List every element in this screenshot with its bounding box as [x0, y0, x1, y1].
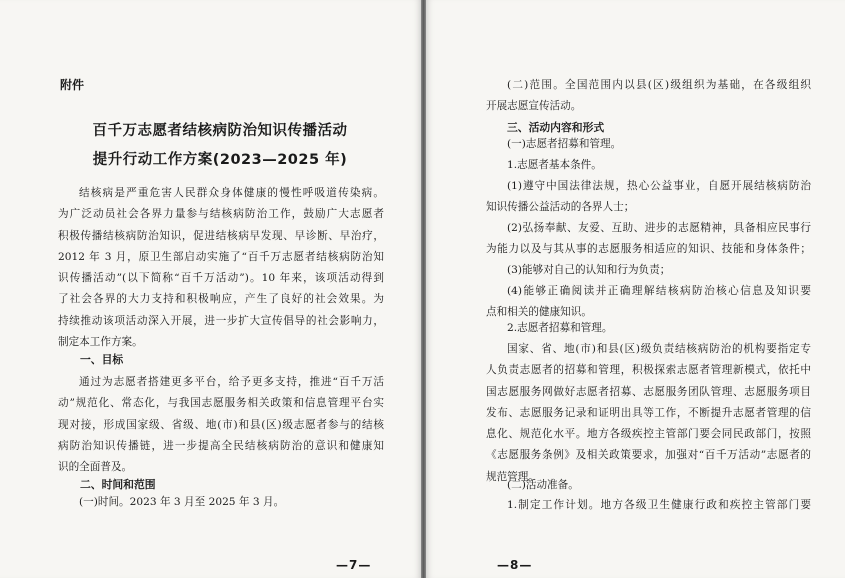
left-page: [0, 0, 421, 578]
condition2: [486, 218, 811, 261]
scope-paragraph: [486, 75, 811, 118]
text-line: (二)活动准备。: [507, 479, 579, 491]
text-line: 国志愿服务网做好志愿者招募、志愿服务团队管理、志愿服务项目: [486, 385, 811, 398]
item2: [507, 318, 812, 339]
item1: [507, 155, 812, 176]
text-line: 点和相关的健康知识。: [486, 306, 592, 319]
right-page: [426, 0, 845, 578]
text-line: 了社会各界的大力支持和积极响应，产生了良好的社会效果。为: [58, 293, 384, 306]
document-title-line2: 提升行动工作方案(2023—2025 年): [92, 152, 348, 168]
page-number: —8—: [497, 558, 533, 572]
text-line: 1.制定工作计划。地方各级卫生健康行政和疾控主管部门要: [507, 499, 811, 511]
text-line: 识传播活动”(以下简称“百千万活动”)。10 年来，该项活动得到: [58, 272, 384, 285]
section3-heading: 三、活动内容和形式: [507, 121, 605, 134]
text-line: 2012 年 3 月，原卫生部启动实施了“百千万志愿者结核病防治知: [58, 250, 384, 263]
section2-item1: [79, 492, 384, 513]
text-line: 现对接，形成国家级、省级、地(市)和县(区)级志愿者参与的结核: [58, 418, 384, 431]
text-line: 动”规范化、常态化，与我国志愿服务相关政策和信息管理平台实: [58, 397, 384, 410]
section2-heading: 二、时间和范围: [80, 478, 156, 491]
sub2-item1: [486, 495, 811, 516]
intro-paragraph: [58, 183, 384, 353]
text-line: 为广泛动员社会各界力量参与结核病防治工作，鼓励广大志愿者: [58, 208, 384, 221]
text-line: 国家、省、地(市)和县(区)级负责结核病防治的机构要指定专: [507, 343, 811, 355]
sub1-heading: [507, 134, 812, 155]
text-line: (4)能够正确阅读并正确理解结核病防治核心信息及知识要: [507, 285, 811, 297]
text-line: 知识传播公益活动的各界人士；: [486, 201, 635, 214]
section1-heading: 一、目标: [80, 353, 124, 366]
text-line: (2)弘扬奉献、友爱、互助、进步的志愿精神，具备相应民事行: [507, 222, 811, 234]
text-line: 持续推动该项活动深入开展，进一步扩大宣传倡导的社会影响力，: [58, 314, 384, 327]
text-line: 2.志愿者招募和管理。: [507, 322, 613, 334]
condition3: [507, 260, 812, 281]
condition1: [486, 176, 811, 219]
text-line: 1.志愿者基本条件。: [507, 159, 602, 171]
item2-paragraph: [486, 339, 811, 488]
text-line: 为能力以及与其从事的志愿服务相适应的知识、技能和身体条件；: [486, 243, 811, 256]
text-line: 发布、志愿服务记录和证明出具等工作，不断提升志愿者管理的信: [486, 406, 811, 419]
text-line: 结核病是严重危害人民群众身体健康的慢性呼吸道传染病。: [79, 187, 384, 199]
text-line: (1)遵守中国法律法规，热心公益事业，自愿开展结核病防治: [507, 180, 811, 192]
text-line: 息化、规范化水平。地方各级疾控主管部门要会同民政部门，按照: [486, 428, 811, 441]
text-line: (二)范围。全国范围内以县(区)级组织为基础，在各级组织: [507, 79, 811, 91]
text-line: 病防治知识传播链，进一步提高全民结核病防治的意识和健康知: [58, 439, 384, 452]
attachment-label: 附件: [60, 78, 85, 92]
text-line: 人负责志愿者的招募和管理，积极探索志愿者管理新模式，依托中: [486, 364, 811, 377]
text-line: 开展志愿宣传活动。: [486, 100, 582, 113]
text-line: 通过为志愿者搭建更多平台，给予更多支持，推进“百千万活: [79, 376, 384, 388]
sub2-heading: [507, 475, 812, 496]
text-line: (3)能够对自己的认知和行为负责；: [507, 264, 671, 276]
document-title-line1: 百千万志愿者结核病防治知识传播活动: [92, 123, 348, 139]
text-line: (一)时间。2023 年 3 月至 2025 年 3 月。: [79, 496, 285, 508]
text-line: 制定本工作方案。: [58, 336, 143, 349]
text-line: 积极传播结核病防治知识，促进结核病早发现、早诊断、早治疗，: [58, 229, 384, 242]
text-line: (一)志愿者招募和管理。: [507, 138, 622, 150]
text-line: 规范管理。: [486, 470, 539, 483]
section1-paragraph: [58, 372, 384, 478]
text-line: 《志愿服务条例》及相关政策要求，加强对“百千万活动”志愿者的: [486, 449, 811, 462]
text-line: 识的全面普及。: [58, 461, 133, 474]
page-number: —7—: [336, 558, 372, 572]
